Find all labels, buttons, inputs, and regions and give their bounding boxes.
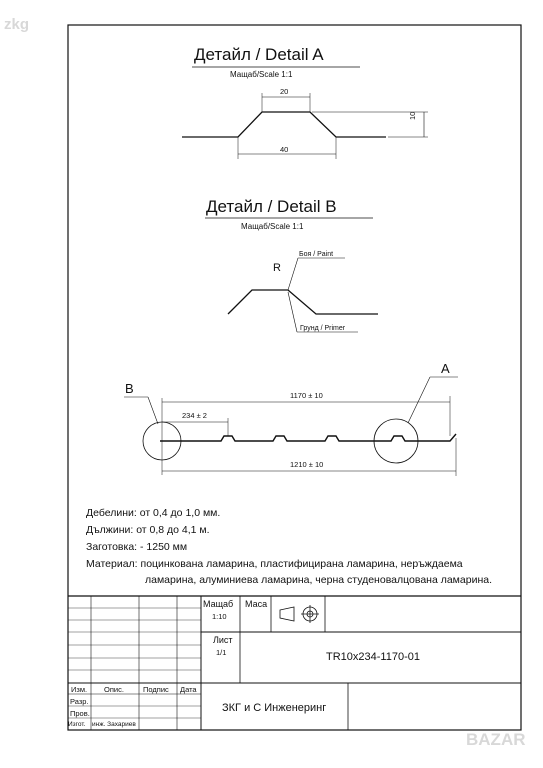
note-lengths: Дължини: от 0,8 до 4,1 м.: [86, 524, 210, 536]
tb-scale-value: 1:10: [212, 612, 227, 621]
note-blank: Заготовка: - 1250 мм: [86, 541, 188, 553]
tb-designation: TR10x234-1170-01: [326, 651, 420, 663]
detail-b-profile: [228, 290, 378, 314]
note-material-1: Материал: поцинкована ламарина, пластифицирана ламарина, неръждаема: [86, 558, 463, 570]
detail-a-title: Детайл / Detail A: [194, 45, 324, 64]
tb-row-izgotvil: Изгот.: [68, 721, 86, 728]
detail-b-primer-leader: [288, 292, 297, 332]
note-material-2: ламарина, алуминиева ламарина, черна студеновалцована ламарина.: [145, 574, 492, 586]
tb-col-podpis: Подпис: [143, 685, 169, 694]
detail-b-scale: Мащаб/Scale 1:1: [241, 222, 304, 231]
tb-company: ЗКГ и С Инженеринг: [222, 702, 327, 714]
detail-a-dim-bottom: 40: [280, 145, 289, 154]
detail-b-paint-leader: [288, 258, 298, 290]
sheet-profile: [160, 434, 456, 441]
drawing-frame: [68, 25, 521, 730]
watermark-top-left: zkg: [4, 16, 30, 33]
detail-b-paint-label: Боя / Paint: [299, 251, 334, 258]
profile-dim-cover: 1170 ± 10: [290, 391, 323, 400]
tb-col-data: Дата: [180, 685, 197, 694]
tb-scale-header: Мащаб: [203, 599, 234, 609]
tb-mass-header: Маса: [245, 599, 268, 609]
detail-b-primer-label: Грунд / Primer: [300, 325, 346, 332]
profile-dim-pitch: 234 ± 2: [182, 411, 207, 420]
detail-a-dim-height: 10: [408, 111, 417, 120]
detail-b-title: Детайл / Detail B: [206, 197, 337, 216]
note-thickness: Дебелини: от 0,4 до 1,0 мм.: [86, 507, 221, 519]
tb-sheet-header: Лист: [213, 635, 233, 645]
profile-label-b: B: [125, 381, 134, 396]
profile-dim-total: 1210 ± 10: [290, 460, 324, 469]
tb-row-prov: Пров.: [70, 709, 90, 718]
watermark-bottom-right: BAZAR: [466, 730, 526, 749]
detail-a-scale: Мащаб/Scale 1:1: [230, 70, 293, 79]
projection-symbol-icon: [280, 605, 319, 623]
tb-engineer: инж. Захариев: [92, 721, 136, 728]
detail-b-radius-label: R: [273, 262, 281, 274]
detail-a-dim-top: 20: [280, 87, 289, 96]
tb-col-izm: Изм.: [71, 685, 88, 694]
tb-sheet-value: 1/1: [216, 648, 227, 657]
tb-row-razr: Разр.: [70, 697, 89, 706]
tb-col-opis: Опис.: [104, 685, 124, 694]
profile-label-a: A: [441, 361, 450, 376]
detail-a-profile: [182, 112, 386, 137]
